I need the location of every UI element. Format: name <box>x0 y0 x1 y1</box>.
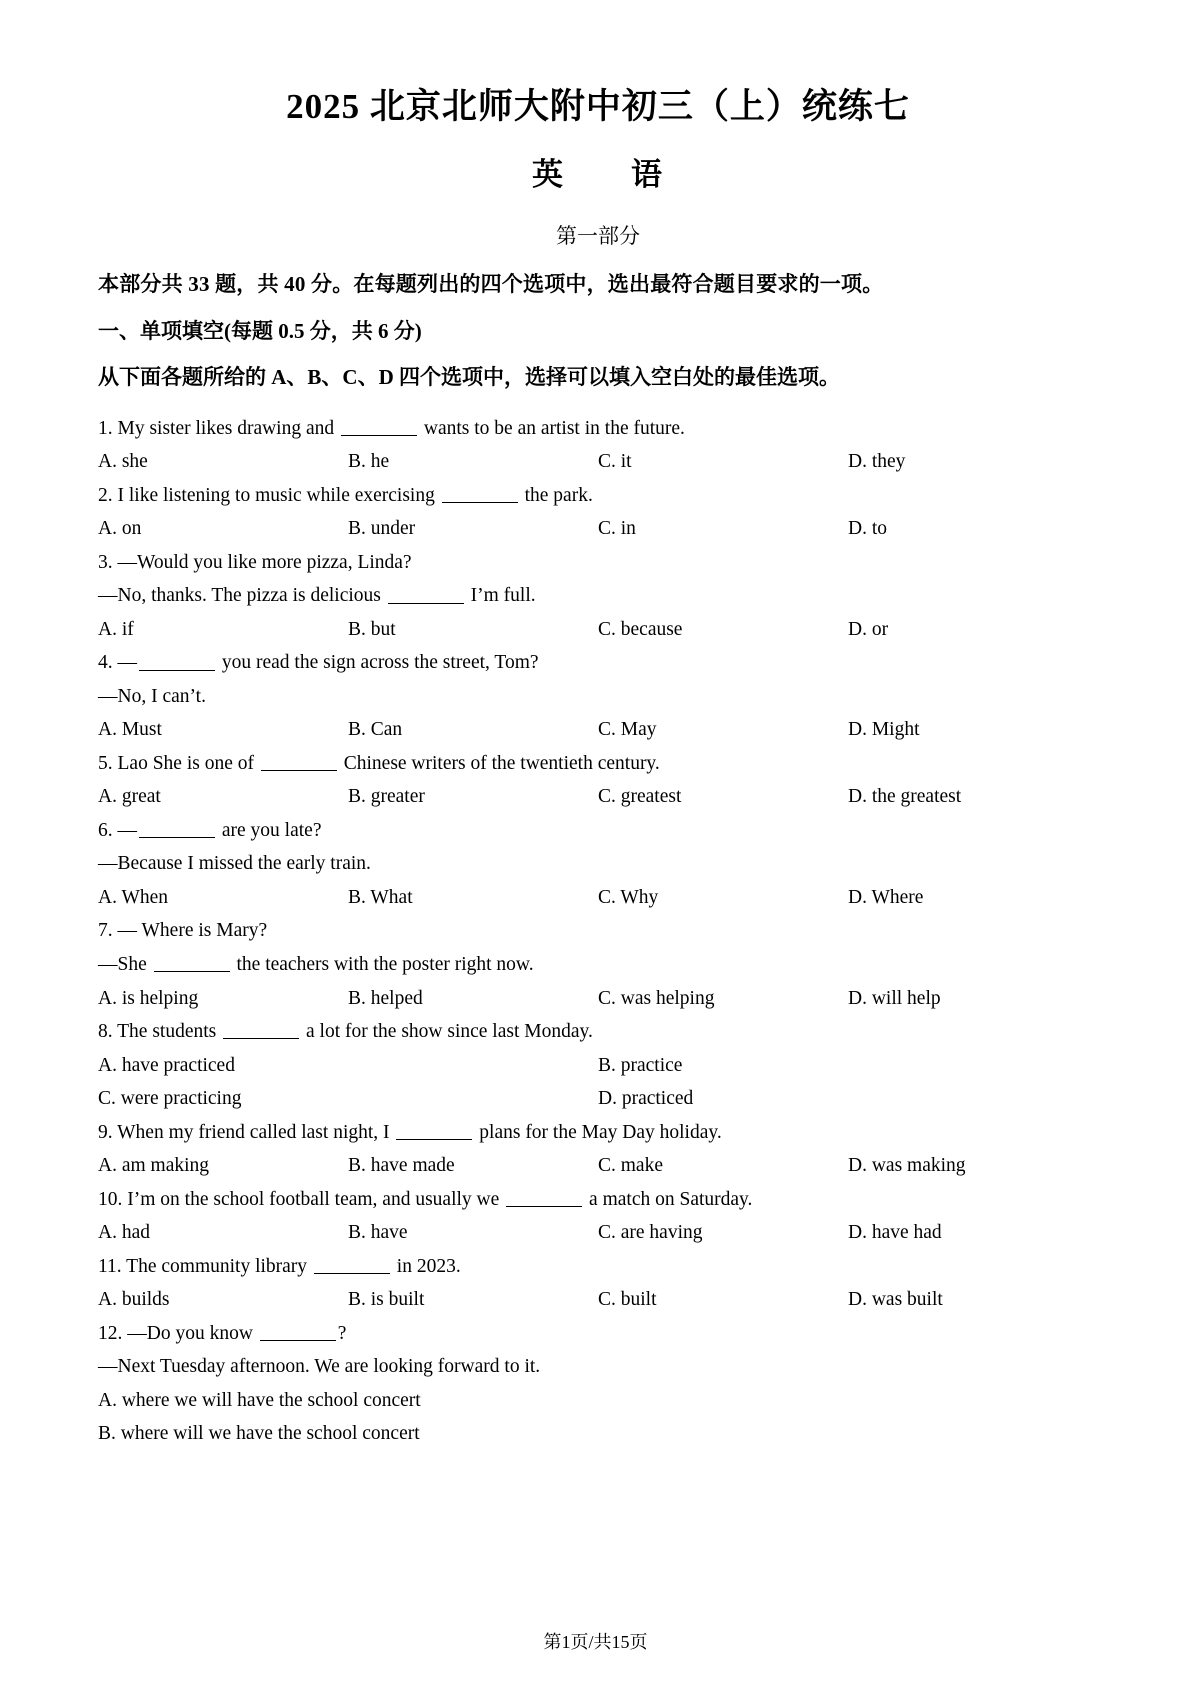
option-row <box>98 445 1098 479</box>
answer-blank[interactable] <box>506 1188 582 1207</box>
question-text <box>98 479 1098 513</box>
option-choice[interactable]: C. because <box>598 618 683 640</box>
question-text <box>98 914 1098 948</box>
part-heading: 第一部分 <box>556 224 640 249</box>
option-row <box>98 713 1098 747</box>
option-choice[interactable]: A. if <box>98 618 134 640</box>
option-choice[interactable]: B. greater <box>348 786 425 808</box>
option-choice[interactable]: B. he <box>348 451 390 473</box>
answer-blank[interactable] <box>388 585 464 604</box>
option-choice[interactable]: B. helped <box>348 987 423 1009</box>
option-choice[interactable]: B. Can <box>348 719 403 741</box>
question-list <box>98 412 1098 1451</box>
question-block <box>98 747 1098 814</box>
page-footer: 第1页/共15页 <box>543 1632 648 1652</box>
option-row <box>98 1417 1098 1451</box>
option-choice[interactable]: C. it <box>598 451 632 473</box>
answer-blank[interactable] <box>442 484 518 503</box>
option-choice[interactable]: C. built <box>598 1289 657 1311</box>
option-choice[interactable]: B. practice <box>598 1054 683 1076</box>
question-text-segment: the teachers with the poster right now. <box>231 954 534 976</box>
option-choice[interactable]: A. is helping <box>98 987 199 1009</box>
question-text-segment: a lot for the show since last Monday. <box>301 1021 593 1043</box>
option-choice[interactable]: A. builds <box>98 1289 170 1311</box>
question-text-segment: plans for the May Day holiday. <box>474 1121 722 1143</box>
question-text-segment: wants to be an artist in the future. <box>419 417 685 439</box>
question-text-segment: 10. I’m on the school football team, and usually we <box>98 1188 505 1210</box>
question-text-segment: a match on Saturday. <box>584 1188 753 1210</box>
question-text-segment: in 2023. <box>391 1255 461 1277</box>
question-text <box>98 847 1098 881</box>
option-choice[interactable]: C. Why <box>598 886 659 908</box>
answer-blank[interactable] <box>139 819 215 838</box>
answer-blank[interactable] <box>260 1322 336 1341</box>
option-choice[interactable]: B. have made <box>348 1155 455 1177</box>
option-choice[interactable]: C. was helping <box>598 987 715 1009</box>
option-row <box>98 881 1098 915</box>
question-block <box>98 1116 1098 1183</box>
option-choice[interactable]: D. practiced <box>598 1088 694 1110</box>
option-row <box>98 1149 1098 1183</box>
question-text <box>98 646 1098 680</box>
question-text-segment: 2. I like listening to music while exercising <box>98 484 440 506</box>
question-text <box>98 680 1098 714</box>
option-choice[interactable]: D. Where <box>848 886 924 908</box>
option-row <box>98 1049 1098 1083</box>
option-choice[interactable]: A. she <box>98 451 148 473</box>
option-choice[interactable]: C. make <box>598 1155 663 1177</box>
question-text-segment: 9. When my friend called last night, I <box>98 1121 395 1143</box>
question-text-segment: —No, I can’t. <box>98 685 206 707</box>
question-text-segment: 8. The students <box>98 1021 222 1043</box>
option-choice[interactable]: A. had <box>98 1222 150 1244</box>
question-text <box>98 546 1098 580</box>
question-text <box>98 1250 1098 1284</box>
question-text-segment: 5. Lao She is one of <box>98 752 259 774</box>
option-choice[interactable]: D. to <box>848 518 887 540</box>
option-choice[interactable]: A. am making <box>98 1155 210 1177</box>
option-choice[interactable]: D. will help <box>848 987 941 1009</box>
question-text-segment: 6. — <box>98 819 137 841</box>
question-text-segment: —She <box>98 954 152 976</box>
question-text-segment: you read the sign across the street, Tom? <box>217 652 539 674</box>
question-text-segment: the park. <box>519 484 593 506</box>
section-instruction: 从下面各题所给的 A、B、C、D 四个选项中，选择可以填入空白处的最佳选项。 <box>98 365 841 390</box>
question-text-segment: Chinese writers of the twentieth century. <box>338 752 660 774</box>
question-text-segment: 4. — <box>98 652 137 674</box>
option-row <box>98 1384 1098 1418</box>
question-text-segment: 1. My sister likes drawing and <box>98 417 340 439</box>
answer-blank[interactable] <box>139 652 215 671</box>
option-choice[interactable]: C. are having <box>598 1222 703 1244</box>
question-text <box>98 1350 1098 1384</box>
page-title: 2025 北京北师大附中初三（上）统练七 <box>286 87 910 126</box>
option-choice[interactable]: D. Might <box>848 719 920 741</box>
option-choice[interactable]: A. When <box>98 886 169 908</box>
option-choice[interactable]: D. they <box>848 451 906 473</box>
question-block <box>98 479 1098 546</box>
option-choice[interactable]: A. Must <box>98 719 162 741</box>
answer-blank[interactable] <box>223 1020 299 1039</box>
page-content <box>98 0 1098 1451</box>
question-block <box>98 914 1098 1015</box>
question-block <box>98 646 1098 747</box>
answer-blank[interactable] <box>314 1255 390 1274</box>
section-heading: 一、单项填空(每题 0.5 分，共 6 分) <box>98 318 422 343</box>
question-text <box>98 948 1098 982</box>
option-row <box>98 982 1098 1016</box>
answer-blank[interactable] <box>154 953 230 972</box>
question-block <box>98 814 1098 915</box>
question-block <box>98 412 1098 479</box>
question-text <box>98 1183 1098 1217</box>
option-choice[interactable]: C. May <box>598 719 657 741</box>
question-text <box>98 579 1098 613</box>
option-choice[interactable]: D. was built <box>848 1289 943 1311</box>
question-text-segment: are you late? <box>217 819 322 841</box>
question-text <box>98 412 1098 446</box>
option-row <box>98 780 1098 814</box>
question-block <box>98 1250 1098 1317</box>
question-text <box>98 814 1098 848</box>
option-choice[interactable]: B. is built <box>348 1289 425 1311</box>
option-row <box>98 1283 1098 1317</box>
question-block <box>98 1183 1098 1250</box>
question-text-segment: —Next Tuesday afternoon. We are looking forward to it. <box>98 1356 541 1378</box>
option-choice[interactable]: A. have practiced <box>98 1054 235 1076</box>
question-block <box>98 1015 1098 1116</box>
question-text <box>98 1015 1098 1049</box>
question-text-segment: —No, thanks. The pizza is delicious <box>98 585 386 607</box>
question-text-segment: 12. —Do you know <box>98 1322 258 1344</box>
option-choice[interactable]: A. where we will have the school concert <box>98 1389 421 1411</box>
answer-blank[interactable] <box>341 417 417 436</box>
question-text <box>98 1317 1098 1351</box>
question-text-segment: 11. The community library <box>98 1255 312 1277</box>
question-text-segment: I’m full. <box>465 585 536 607</box>
subject-title: 英 语 <box>532 157 664 192</box>
question-text-segment: 7. — Where is Mary? <box>98 920 268 942</box>
question-text <box>98 747 1098 781</box>
option-choice[interactable]: B. What <box>348 886 413 908</box>
option-choice[interactable]: C. were practicing <box>98 1088 242 1110</box>
option-choice[interactable]: B. but <box>348 618 396 640</box>
answer-blank[interactable] <box>261 752 337 771</box>
option-row <box>98 512 1098 546</box>
question-block <box>98 546 1098 647</box>
option-choice[interactable]: B. have <box>348 1222 408 1244</box>
question-text-segment: —Because I missed the early train. <box>98 853 371 875</box>
part-instruction: 本部分共 33 题，共 40 分。在每题列出的四个选项中，选出最符合题目要求的一项。 <box>98 272 884 297</box>
option-row <box>98 613 1098 647</box>
question-block <box>98 1317 1098 1451</box>
question-text-segment: ? <box>337 1322 347 1344</box>
option-choice[interactable]: A. on <box>98 518 142 540</box>
option-choice[interactable]: A. great <box>98 786 161 808</box>
option-row <box>98 1082 1098 1116</box>
option-choice[interactable]: B. under <box>348 518 416 540</box>
option-choice[interactable]: C. greatest <box>598 786 682 808</box>
option-choice[interactable]: D. the greatest <box>848 786 962 808</box>
option-choice[interactable]: D. have had <box>848 1222 942 1244</box>
answer-blank[interactable] <box>396 1121 472 1140</box>
option-row <box>98 1216 1098 1250</box>
option-choice[interactable]: D. or <box>848 618 889 640</box>
option-choice[interactable]: D. was making <box>848 1155 966 1177</box>
question-text-segment: 3. —Would you like more pizza, Linda? <box>98 551 412 573</box>
question-text <box>98 1116 1098 1150</box>
option-choice[interactable]: B. where will we have the school concert <box>98 1423 420 1445</box>
option-choice[interactable]: C. in <box>598 518 636 540</box>
